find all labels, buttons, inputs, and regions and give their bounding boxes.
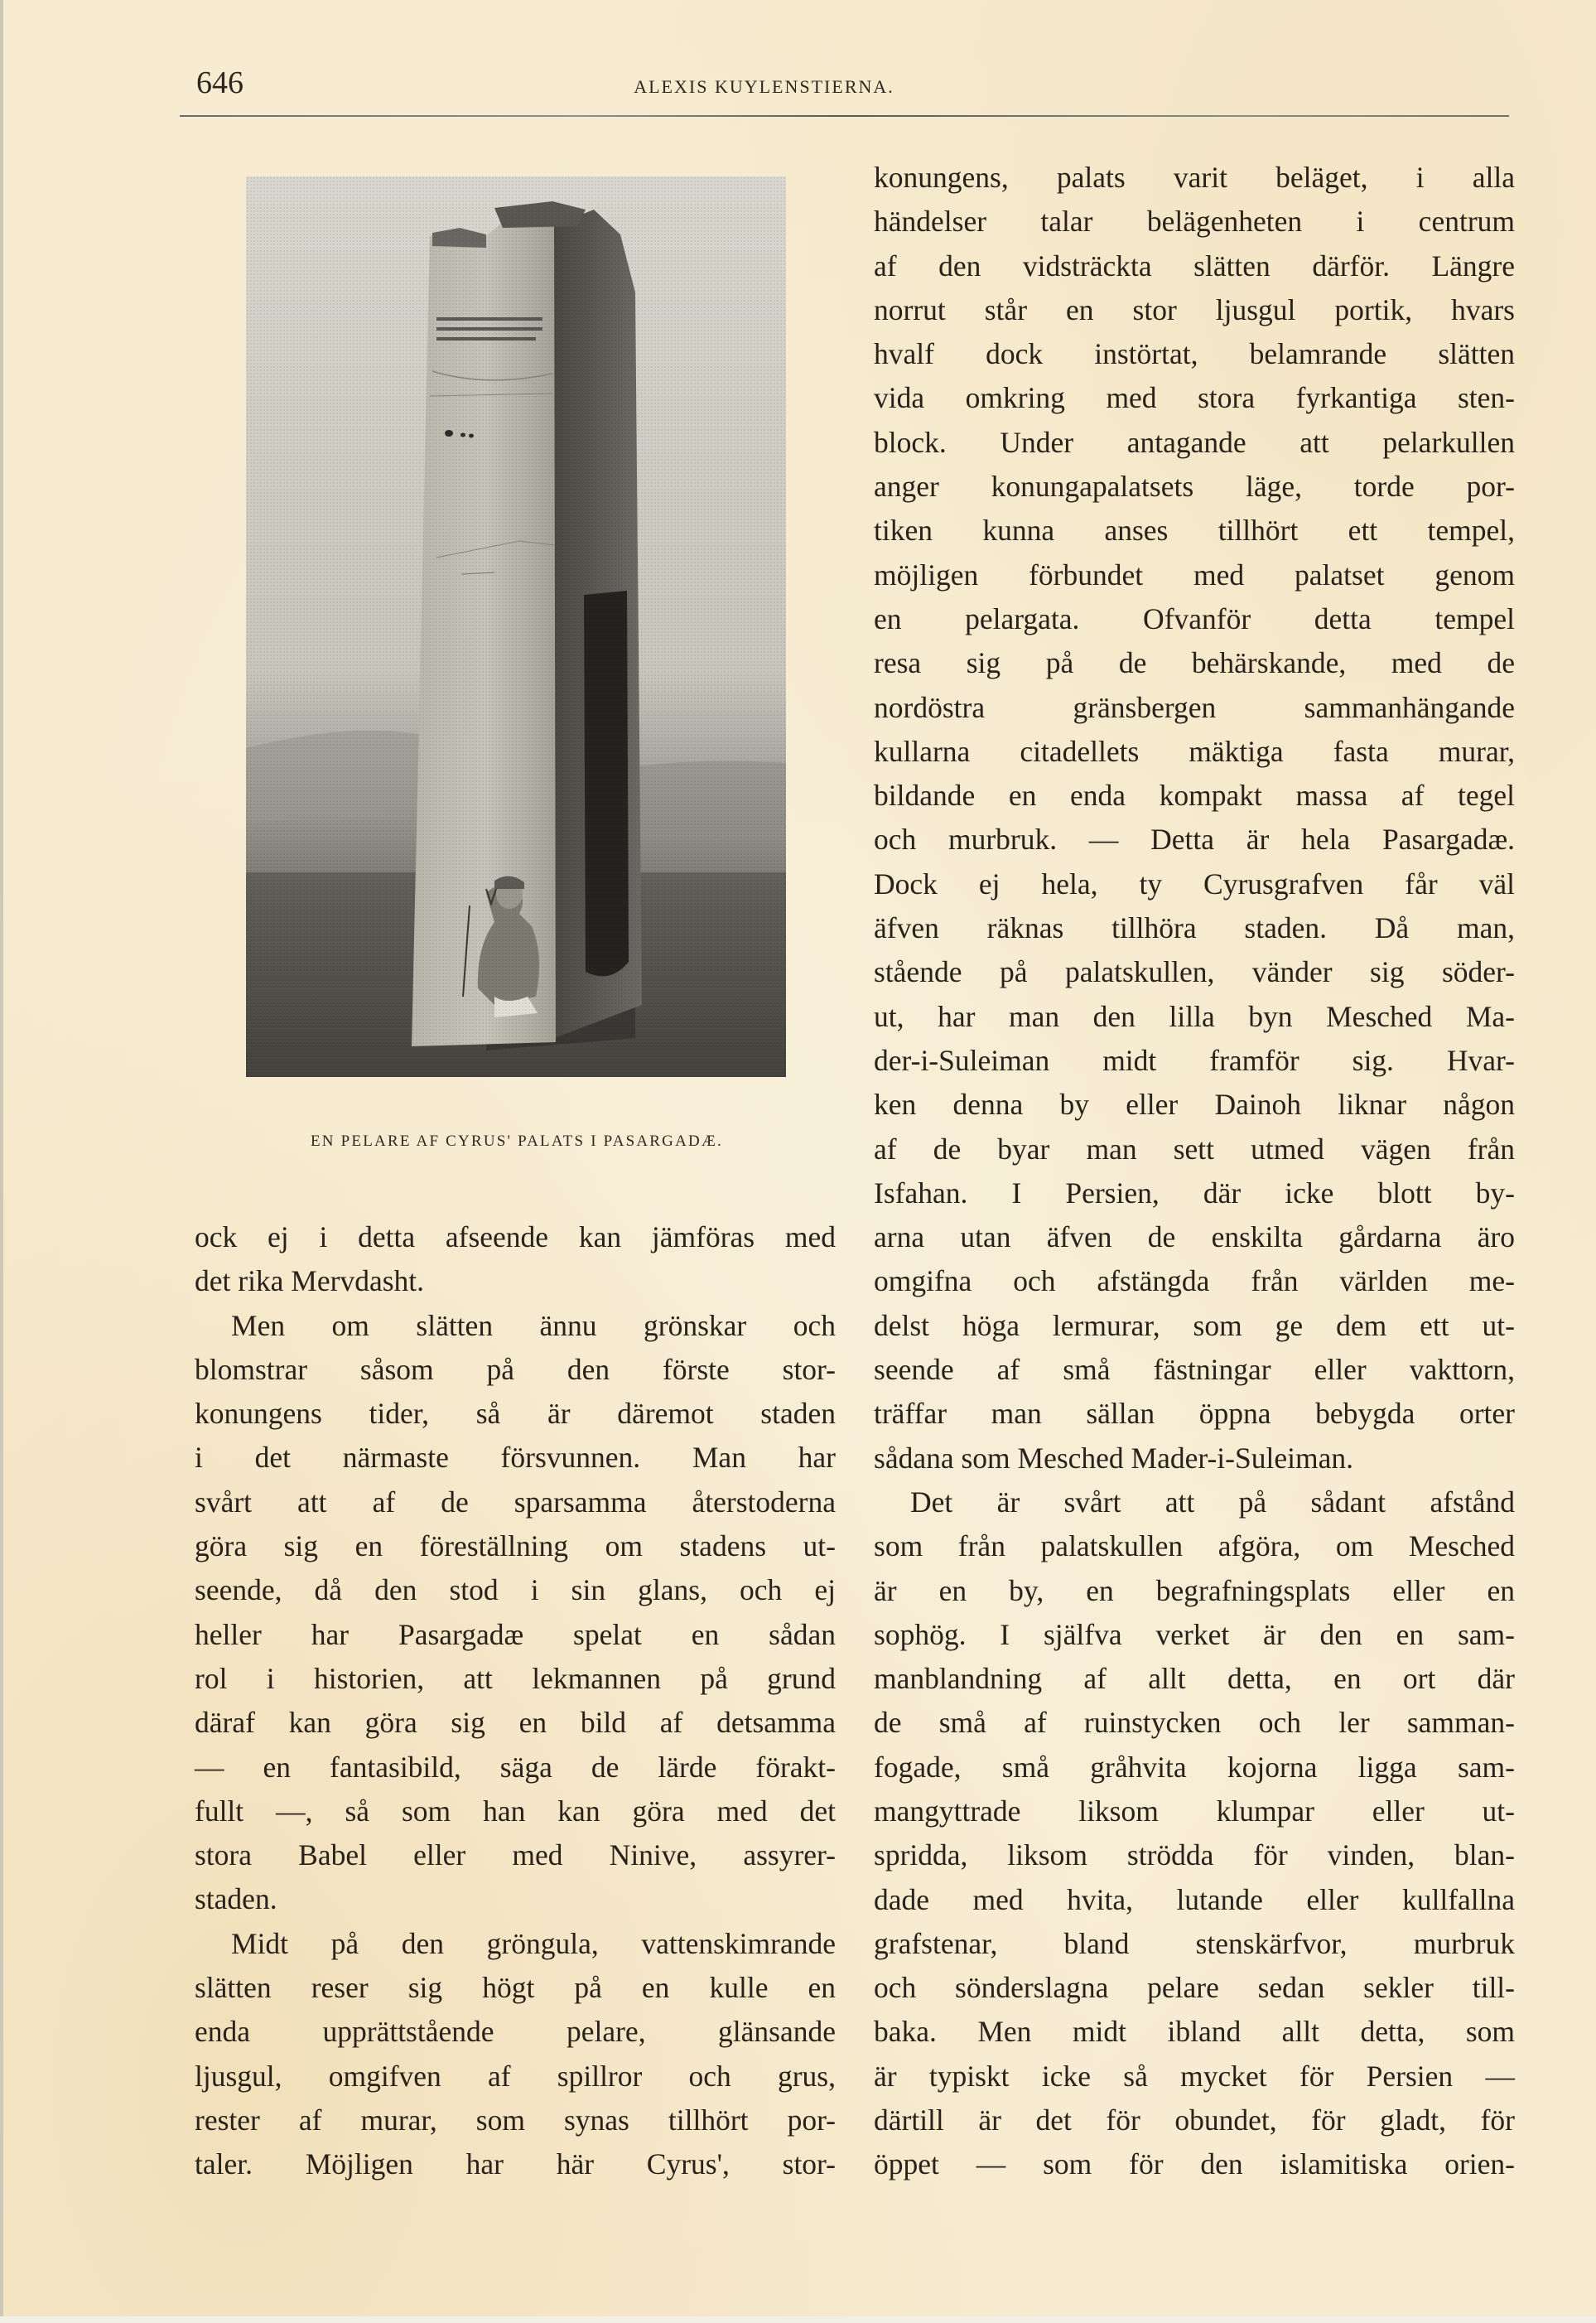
text-line: ock ej i detta afseende kan jämföras med — [195, 1220, 836, 1253]
running-head: ALEXIS KUYLENSTIERNA. — [634, 76, 894, 97]
text-line: konungens, palats varit beläget, i alla — [874, 161, 1515, 194]
text-line: därtill är det för obundet, för gladt, för — [874, 2103, 1515, 2137]
text-line: fogade, små gråhvita kojorna ligga sam- — [874, 1750, 1515, 1784]
text-line: Isfahan. I Persien, där icke blott by- — [874, 1176, 1515, 1210]
text-line: det rika Mervdasht. — [195, 1264, 425, 1298]
text-line: träffar man sällan öppna bebygda orter — [874, 1397, 1515, 1431]
text-column-right — [874, 156, 1515, 2187]
text-line: är typiskt icke så mycket för Persien — — [874, 2059, 1515, 2093]
text-line: hvalf dock instörtat, belamrande slätten — [874, 337, 1515, 371]
text-line: är en by, en begrafningsplats eller en — [874, 1573, 1515, 1607]
text-line: grafstenar, bland stenskärfvor, murbruk — [874, 1926, 1515, 1960]
text-line: resa sig på de behärskande, med de — [874, 646, 1515, 680]
text-column-left — [195, 1215, 836, 2187]
text-line: rol i historien, att lekmannen på grund — [195, 1661, 836, 1695]
header-rule — [180, 115, 1509, 117]
text-line: sådana som Mesched Mader-i-Suleiman. — [874, 1441, 1353, 1475]
text-line: blomstrar såsom på den förste stor- — [195, 1352, 836, 1386]
text-line: fullt —, så som han kan göra med det — [195, 1794, 836, 1828]
text-line: Dock ej hela, ty Cyrusgrafven får väl — [874, 867, 1515, 901]
text-line: tiken kunna anses tillhört ett tempel, — [874, 514, 1515, 548]
text-line: ljusgul, omgifven af spillror och grus, — [195, 2059, 836, 2093]
text-line: stora Babel eller med Ninive, assyrer- — [195, 1838, 836, 1872]
text-line: de små af ruinstycken och ler samman- — [874, 1706, 1515, 1740]
text-line: heller har Pasargadæ spelat en sådan — [195, 1617, 836, 1651]
paragraph-start-line: Midt på den gröngula, vattenskimrande — [231, 1926, 836, 1960]
text-line: nordöstra gränsbergen sammanhängande — [874, 690, 1515, 724]
text-line: manblandning af allt detta, en ort där — [874, 1662, 1515, 1696]
text-line: sophög. I själfva verket är den en sam- — [874, 1617, 1515, 1651]
text-line: baka. Men midt ibland allt detta, som — [874, 2015, 1515, 2049]
text-line: stående på palatskullen, vänder sig söder- — [874, 955, 1515, 989]
text-line: i det närmaste försvunnen. Man har — [195, 1441, 836, 1475]
text-line: der-i-Suleiman midt framför sig. Hvar- — [874, 1043, 1515, 1077]
text-line: göra sig en föreställning om stadens ut- — [195, 1529, 836, 1563]
text-line: block. Under antagande att pelarkullen — [874, 425, 1515, 459]
figure-caption: EN PELARE AF CYRUS' PALATS I PASARGADÆ. — [310, 1133, 723, 1150]
text-line: och sönderslagna pelare sedan sekler till- — [874, 1971, 1515, 2005]
text-line: händelser talar belägenheten i centrum — [874, 205, 1515, 239]
text-line: dade med hvita, lutande eller kullfallna — [874, 1882, 1515, 1916]
text-line: möjligen förbundet med palatset genom — [874, 558, 1515, 592]
text-line: konungens tider, så är däremot staden — [195, 1397, 836, 1431]
text-line: seende af små fästningar eller vakttorn, — [874, 1353, 1515, 1387]
text-line: norrut står en stor ljusgul portik, hvars — [874, 292, 1515, 326]
text-line: mangyttrade liksom klumpar eller ut- — [874, 1794, 1515, 1828]
text-line: spridda, liksom strödda för vinden, blan- — [874, 1838, 1515, 1872]
text-line: vida omkring med stora fyrkantiga sten- — [874, 381, 1515, 415]
text-line: ut, har man den lilla byn Mesched Ma- — [874, 999, 1515, 1033]
paragraph-start-line: Det är svårt att på sådant afstånd — [910, 1485, 1515, 1519]
text-line: däraf kan göra sig en bild af detsamma — [195, 1706, 836, 1740]
text-line: svårt att af de sparsamma återstoderna — [195, 1485, 836, 1519]
text-line: delst höga lermurar, som ge dem ett ut- — [874, 1308, 1515, 1342]
text-line: och murbruk. — Detta är hela Pasargadæ. — [874, 823, 1515, 857]
text-line: ken denna by eller Dainoh liknar någon — [874, 1088, 1515, 1122]
text-line: omgifna och afstängda från världen me- — [874, 1264, 1515, 1298]
text-line: staden. — [195, 1882, 277, 1916]
text-line: kullarna citadellets mäktiga fasta murar, — [874, 734, 1515, 768]
text-line: som från palatskullen afgöra, om Mesched — [874, 1529, 1515, 1563]
page-number: 646 — [196, 65, 243, 100]
text-line: bildande en enda kompakt massa af tegel — [874, 779, 1515, 813]
text-line: af de byar man sett utmed vägen från — [874, 1132, 1515, 1166]
text-line: anger konungapalatsets läge, torde por- — [874, 470, 1515, 504]
text-line: rester af murar, som synas tillhört por- — [195, 2103, 836, 2137]
text-line: — en fantasibild, säga de lärde förakt- — [195, 1750, 836, 1784]
text-line: öppet — som för den islamitiska orien- — [874, 2147, 1515, 2181]
text-line: äfven räknas tillhöra staden. Då man, — [874, 911, 1515, 945]
text-line: slätten reser sig högt på en kulle en — [195, 1971, 836, 2005]
paragraph-start-line: Men om slätten ännu grönskar och — [231, 1308, 836, 1342]
figure-photograph — [246, 176, 786, 1077]
text-line: arna utan äfven de enskilta gårdarna äro — [874, 1220, 1515, 1254]
text-line: seende, då den stod i sin glans, och ej — [195, 1573, 836, 1607]
pillar-photo-icon — [246, 176, 786, 1077]
text-line: taler. Möjligen har här Cyrus', stor- — [195, 2147, 836, 2181]
text-line: en pelargata. Ofvanför detta tempel — [874, 601, 1515, 635]
text-line: enda upprättstående pelare, glänsande — [195, 2015, 836, 2049]
text-line: af den vidsträckta slätten därför. Längre — [874, 249, 1515, 283]
